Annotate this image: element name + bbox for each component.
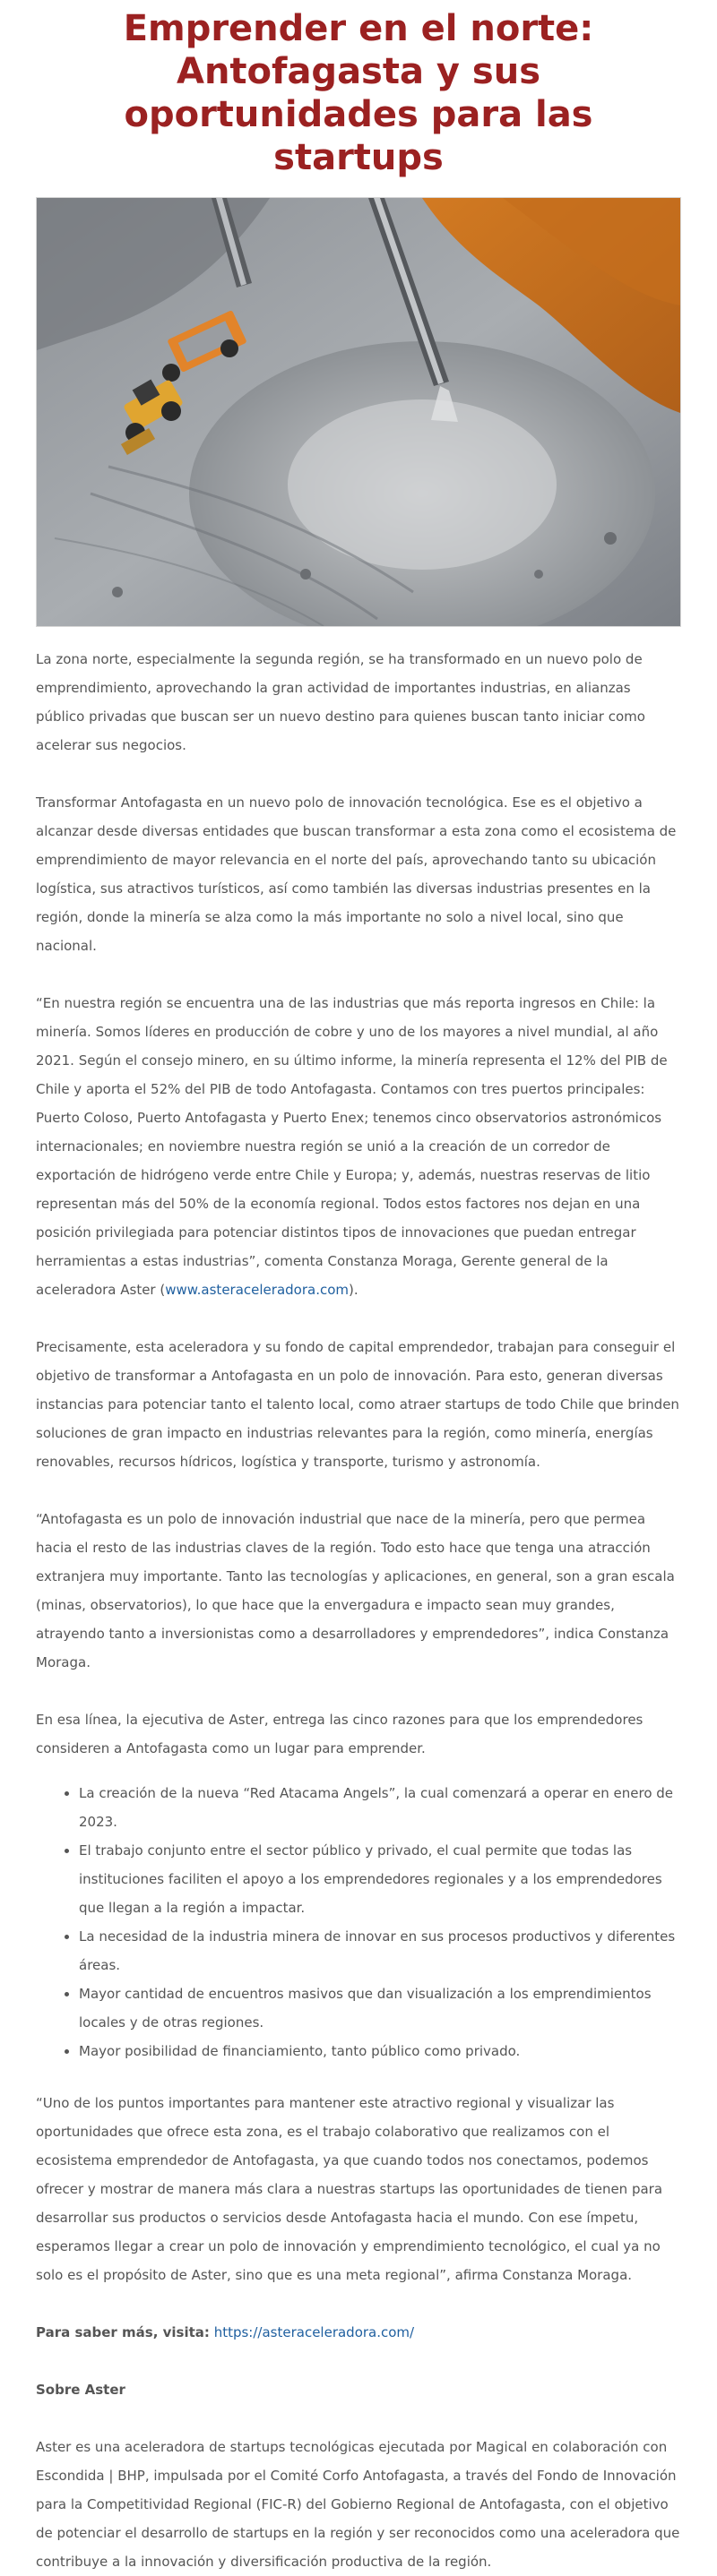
more-info-link[interactable]: https://asteraceleradora.com/ — [213, 2324, 415, 2340]
list-item: • Mayor cantidad de encuentros masivos que dan visualización a los emprendimientos locales y de otras regiones. — [79, 1979, 681, 2037]
hero-image — [36, 197, 681, 627]
paragraph-2: Transformar Antofagasta en un nuevo polo de innovación tecnológica. Ese es el objetivo a alcanzar desde diversas entidades que buscan transformar a esta zona como el ecosistema de emprendimiento de mayor relevancia en el norte del país, aprovechando tanto su ubicación logística, sus atractivos turísticos, así como también las diversas industrias presentes en la región, donde la minería se alza como la más importante no solo a nivel local, sino que nacional. — [36, 794, 677, 954]
more-info — [36, 2318, 681, 2347]
paragraph-4: Precisamente, esta aceleradora y su fondo de capital emprendedor, trabajan para conseguir el objetivo de transformar a Antofagasta en un polo de innovación. Para esto, generan diversas instancias para potenciar tanto el talento local, como atraer startups de todo Chile que brinden soluciones de gran impacto en industrias relevantes para la región, como minería, energías renovables, recursos hídricos, logística y transporte, turismo y astronomía. — [36, 1339, 679, 1470]
reasons-list — [36, 1779, 681, 2065]
quote-paragraph-3: “Uno de los puntos importantes para mantener este atractivo regional y visualizar las oportunidades que ofrece esta zona, es el trabajo colaborativo que realizamos con el ecosistema emprendedor de Antofagasta, ya que cuando todos nos conectamos, podemos ofrecer y mostrar de manera más clara a nuestras startups las oportunidades de tienen para desarrollar sus productos o servicios desde Antofagasta hacia el mundo. Con ese ímpetu, esperamos llegar a crear un polo de innovación y emprendimiento tecnológico, el cual ya no solo es el propósito de Aster, sino que es una meta regional”, afirma Constanza Moraga. — [36, 2095, 663, 2283]
reasons-intro: En esa línea, la ejecutiva de Aster, entrega las cinco razones para que los emprendedores consideren a Antofagasta como un lugar para emprender. — [36, 1712, 644, 1756]
article — [36, 0, 681, 2576]
quote-text: “En nuestra región se encuentra una de las industrias que más reporta ingresos en Chile: la minería. Somos líderes en producción de cobre y uno de los mayores a nivel mundial, al año 2021. Según el consejo minero, en su último informe, la minería representa el 12% del PIB de Chile y aporta el 52% del PIB de todo Antofagasta. Contamos con tres puertos principales: Puerto Coloso, Puerto Antofagasta y Puerto Enex; tenemos cinco observatorios astronómicos internacionales; en noviembre nuestra región se unió a la creación de un corredor de exportación de hidrógeno verde entre Chile y Europa; y, además, nuestras reservas de litio representan más del 50% de la economía regional. Todos estos factores nos dejan en una posición privilegiada para potenciar distintos tipos de innovaciones que puedan entregar herramientas a estas industrias”, comenta Constanza Moraga, Gerente general de la aceleradora Aster ( — [36, 995, 668, 1298]
list-item: • La necesidad de la industria minera de innovar en sus procesos productivos y diferentes áreas. — [79, 1922, 681, 1979]
list-item: • Mayor posibilidad de financiamiento, tanto público como privado. — [79, 2037, 681, 2065]
aster-website-link[interactable]: www.asteraceleradora.com — [165, 1282, 349, 1298]
article-title: Emprender en el norte: Antofagasta y sus oportunidades para las startups — [123, 8, 594, 178]
quote-paragraph-2: “Antofagasta es un polo de innovación industrial que nace de la minería, pero que permea hacia el resto de las industrias claves de la región. Todo esto hace que tenga una atracción extranjera muy importante. Tanto las tecnologías y aplicaciones, en general, son a gran escala (minas, observatorios), lo que hace que la envergadura e impacto sean muy grandes, atrayendo tanto a inversionistas como a desarrolladores y emprendedores”, indica Constanza Moraga. — [36, 1511, 675, 1670]
more-info-label: Para saber más, visita: — [36, 2324, 210, 2340]
quote-end: ). — [349, 1282, 358, 1298]
list-item: • La creación de la nueva “Red Atacama Angels”, la cual comenzará a operar en enero de 2023. — [79, 1779, 681, 1836]
list-item: • El trabajo conjunto entre el sector público y privado, el cual permite que todas las instituciones faciliten el apoyo a los emprendedores regionales y a los emprendedores que llegan a la región a impactar. — [79, 1836, 681, 1922]
mining-aerial-illustration — [37, 198, 680, 626]
about-heading: Sobre Aster — [36, 2382, 125, 2398]
intro-paragraph: La zona norte, especialmente la segunda región, se ha transformado en un nuevo polo de emprendimiento, aprovechando la gran actividad de importantes industrias, en alianzas público privadas que buscan ser un nuevo destino para quienes buscan tanto iniciar como acelerar sus negocios. — [36, 651, 645, 753]
quote-paragraph-1 — [36, 989, 681, 1304]
about-paragraph: Aster es una aceleradora de startups tecnológicas ejecutada por Magical en colaboración con Escondida | BHP, impulsada por el Comité Corfo Antofagasta, a través del Fondo de Innovación para la Competitividad Regional (FIC-R) del Gobierno Regional de Antofagasta, con el objetivo de potenciar el desarrollo de startups en la región y ser reconocidos como una aceleradora que contribuye a la innovación y diversificación productiva de la región. — [36, 2439, 680, 2570]
article-body — [36, 645, 681, 2576]
